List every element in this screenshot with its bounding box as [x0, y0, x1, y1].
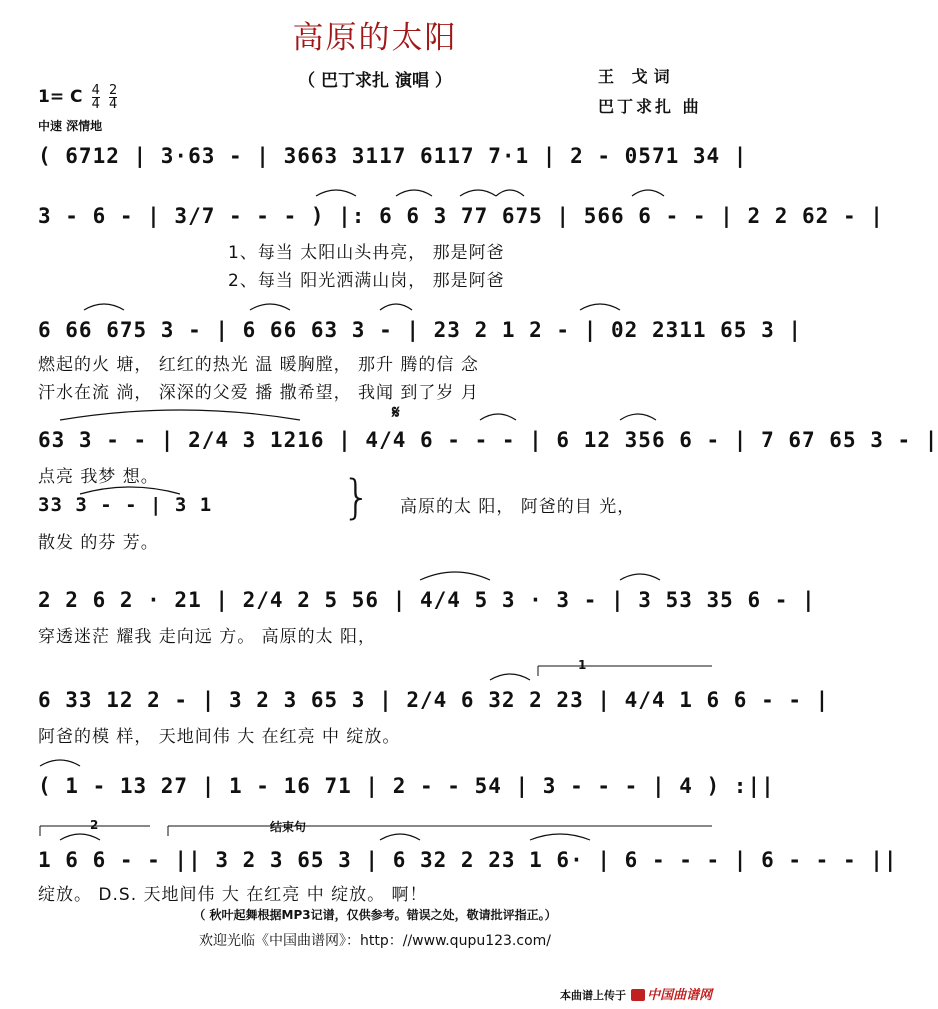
lyric-line-3-verse-1: 燃起的火 塘， 红红的热光 温 暖胸膛， 那升 腾的信 念: [38, 355, 479, 375]
score-line-3: 6 66 675 3 - | 6 66 63 3 - | 23 2 1 2 - | 02 2311 65 3 |: [38, 318, 803, 342]
key-signature: [38, 84, 117, 111]
slur-arc: [480, 414, 516, 420]
slur-arc: [80, 487, 180, 494]
volta-1-label: 1: [578, 658, 587, 672]
score-line-6: 6 33 12 2 - | 3 2 3 65 3 | 2/4 6 32 2 23 | 4/4 1 6 6 - - |: [38, 688, 830, 712]
tempo-marking: 中速 深情地: [38, 119, 103, 133]
score-line-5: 2 2 6 2 · 21 | 2/4 2 5 56 | 4/4 5 3 · 3 - | 3 53 35 6 - |: [38, 588, 816, 612]
lyric-line-6: 阿爸的模 样， 天地间伟 大 在红亮 中 绽放。: [38, 727, 401, 747]
transcriber-note: （ 秋叶起舞根据MP3记谱，仅供参考。错误之处，敬请批评指正。）: [193, 908, 557, 922]
slur-arc: [460, 190, 496, 196]
slur-arc: [60, 834, 100, 840]
time-signature-2-4: $\frac{2}{4}$: [108, 83, 118, 112]
slur-arc: [632, 190, 664, 196]
slur-arc: [40, 760, 80, 766]
slur-arc: [316, 190, 356, 196]
lyricist-credit: 王 戈词: [598, 67, 676, 86]
slur-arc: [396, 190, 432, 196]
score-line-1: ( 6712 | 3·63 - | 3663 3117 6117 7·1 | 2 - 0571 34 |: [38, 144, 748, 168]
lyric-line-4-verse-1: 点亮 我梦 想。: [38, 467, 159, 487]
lyric-line-8: 绽放。 D.S. 天地间伟 大 在红亮 中 绽放。 啊！: [38, 885, 428, 905]
slur-arc: [380, 834, 420, 840]
lyric-line-2-verse-1: 1、每当 太阳山头冉亮， 那是阿爸: [228, 243, 505, 263]
ending-label: 结束句: [270, 820, 307, 834]
score-line-4-alt: 33 3 - - | 3 1: [38, 494, 213, 516]
composer-credit: 巴丁求扎 曲: [598, 97, 702, 116]
segno-sign: 𝄋: [392, 402, 400, 423]
song-title: 高原的太阳: [292, 20, 458, 56]
lyric-line-4-verse-2: 散发 的芬 芳。: [38, 533, 159, 553]
lyric-line-2-verse-2: 2、每当 阳光洒满山岗， 那是阿爸: [228, 271, 505, 291]
slur-arc: [380, 304, 412, 310]
site-brand: 中国曲谱网: [647, 988, 713, 1003]
performer-subtitle: （ 巴丁求扎 演唱 ）: [298, 71, 452, 91]
score-line-8: 1 6 6 - - || 3 2 3 65 3 | 6 32 2 23 1 6· | 6 - - - | 6 - - - ||: [38, 848, 898, 872]
site-logo-icon: [631, 989, 645, 1001]
slur-arc: [580, 304, 620, 310]
slur-arc: [60, 410, 300, 420]
welcome-line: 欢迎光临《中国曲谱网》：http：//www.qupu123.com/: [199, 933, 551, 949]
score-line-4: 63 3 - - | 2/4 3 1216 | 4/4 6 - - - | 6 12 356 6 - | 7 67 65 3 - |: [38, 428, 938, 452]
score-line-2: 3 - 6 - | 3/7 - - - ) |: 6 6 3 77 675 | 566 6 - - | 2 2 62 - |: [38, 204, 884, 228]
slur-arc: [496, 190, 524, 196]
time-signature-4-4: $\frac{4}{4}$: [91, 83, 100, 112]
score-line-7: ( 1 - 13 27 | 1 - 16 71 | 2 - - 54 | 3 - - - | 4 ) :||: [38, 774, 775, 798]
key-label: 1= C: [38, 87, 83, 107]
slur-arc: [490, 674, 530, 680]
refrain-lyric: 高原的太 阳， 阿爸的目 光，: [400, 497, 636, 517]
slur-arc: [250, 304, 290, 310]
slur-arc: [420, 572, 490, 580]
lyric-line-5: 穿透迷茫 耀我 走向远 方。 高原的太 阳，: [38, 627, 377, 647]
volta-2-label: 2: [90, 818, 99, 832]
slur-arc: [84, 304, 124, 310]
upload-credit-text: 本曲谱上传于: [560, 989, 626, 1002]
slur-arc: [530, 834, 590, 840]
slur-arc: [620, 574, 660, 580]
slur-arc: [620, 414, 656, 420]
verse-brace: }: [342, 470, 372, 524]
lyric-line-3-verse-2: 汗水在流 淌， 深深的父爱 播 撒希望， 我闻 到了岁 月: [38, 383, 479, 403]
upload-credit: [560, 984, 712, 1003]
